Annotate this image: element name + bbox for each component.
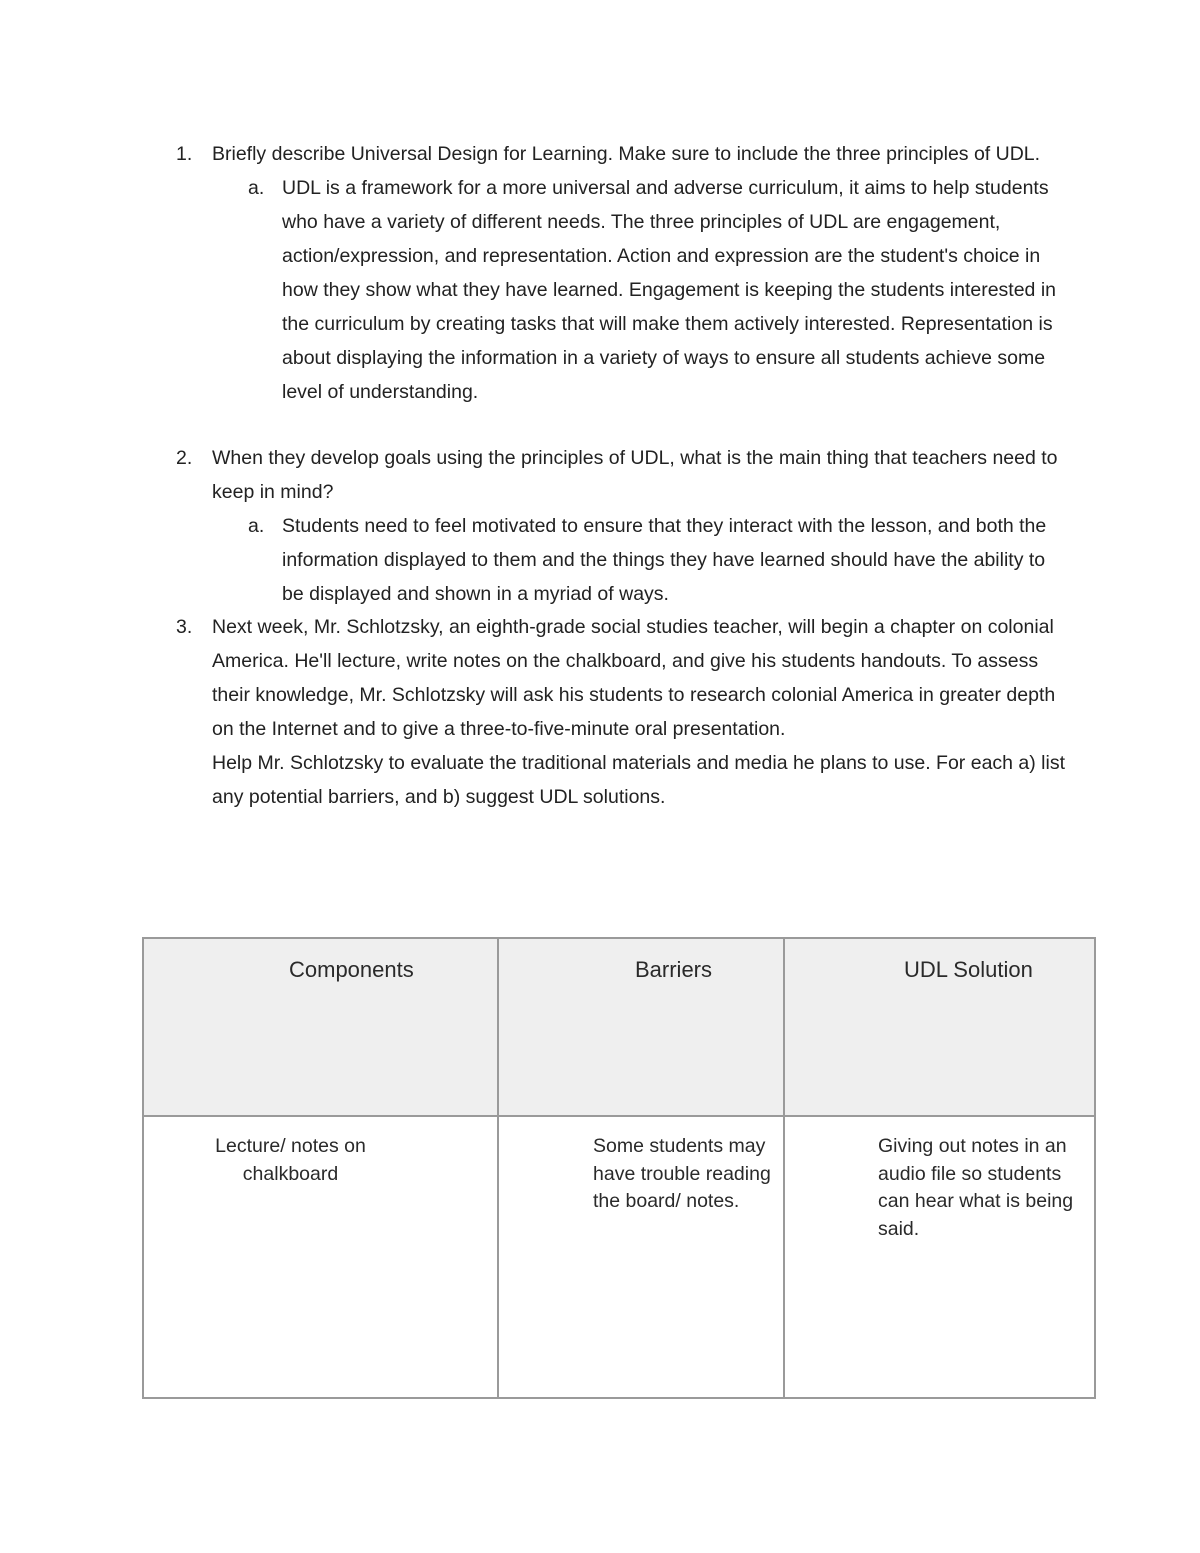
answer-1a [248, 171, 1071, 409]
component-text: Lecture/ notes on chalkboard [215, 1135, 366, 1185]
question-number: 3. [176, 616, 193, 638]
question-3 [171, 610, 1071, 814]
answer-letter: a. [248, 177, 265, 199]
answer-text: UDL is a framework for a more universal and adverse curriculum, it aims to help students who have a variety of different needs. The three principles of UDL are engagement, action/expression, and representation. Action and expression are the student's choice in how they show what they have learned. Engagement is keeping the students interested in the curriculum by creating tasks that will make them actively interested. Representation is about displaying the information in a variety of ways to ensure all students achieve some level of understanding. [282, 177, 1056, 403]
barrier-text: Some students may have trouble reading the board/ notes. [593, 1135, 771, 1212]
question-text: Next week, Mr. Schlotzsky, an eighth-grade social studies teacher, will begin a chapter on colonial America. He'll lecture, write notes on the chalkboard, and give his students handouts. To assess their knowledge, Mr. Schlotzsky will ask his students to research colonial America in greater depth on the Internet and to give a three-to-five-minute oral presentation. [212, 616, 1056, 740]
question-1 [171, 137, 1071, 409]
solution-text: Giving out notes in an audio file so students can hear what is being said. [878, 1135, 1074, 1240]
udl-table [142, 937, 1096, 1399]
cell-component [143, 1116, 498, 1398]
table-row [143, 1116, 1095, 1398]
header-components: Components [143, 938, 498, 1116]
question-text: Briefly describe Universal Design for Learning. Make sure to include the three principles of UDL. [212, 143, 1041, 165]
question-number: 2. [176, 447, 193, 469]
question-text: When they develop goals using the principles of UDL, what is the main thing that teachers need to keep in mind? [212, 447, 1058, 503]
answer-2a [248, 509, 1071, 611]
question-number: 1. [176, 143, 193, 165]
answer-letter: a. [248, 515, 265, 537]
cell-solution [784, 1116, 1095, 1398]
answer-text: Students need to feel motivated to ensure that they interact with the lesson, and both the information displayed to them and the things they have learned should have the ability to be displayed and shown in a myriad of ways. [282, 515, 1047, 605]
header-barriers: Barriers [498, 938, 784, 1116]
question-followup: Help Mr. Schlotzsky to evaluate the traditional materials and media he plans to use. For each a) list any potential barriers, and b) suggest UDL solutions. [212, 752, 1066, 808]
cell-barrier [498, 1116, 784, 1398]
header-udl-solution: UDL Solution [784, 938, 1095, 1116]
question-2 [171, 441, 1071, 611]
table-header-row [143, 938, 1095, 1116]
